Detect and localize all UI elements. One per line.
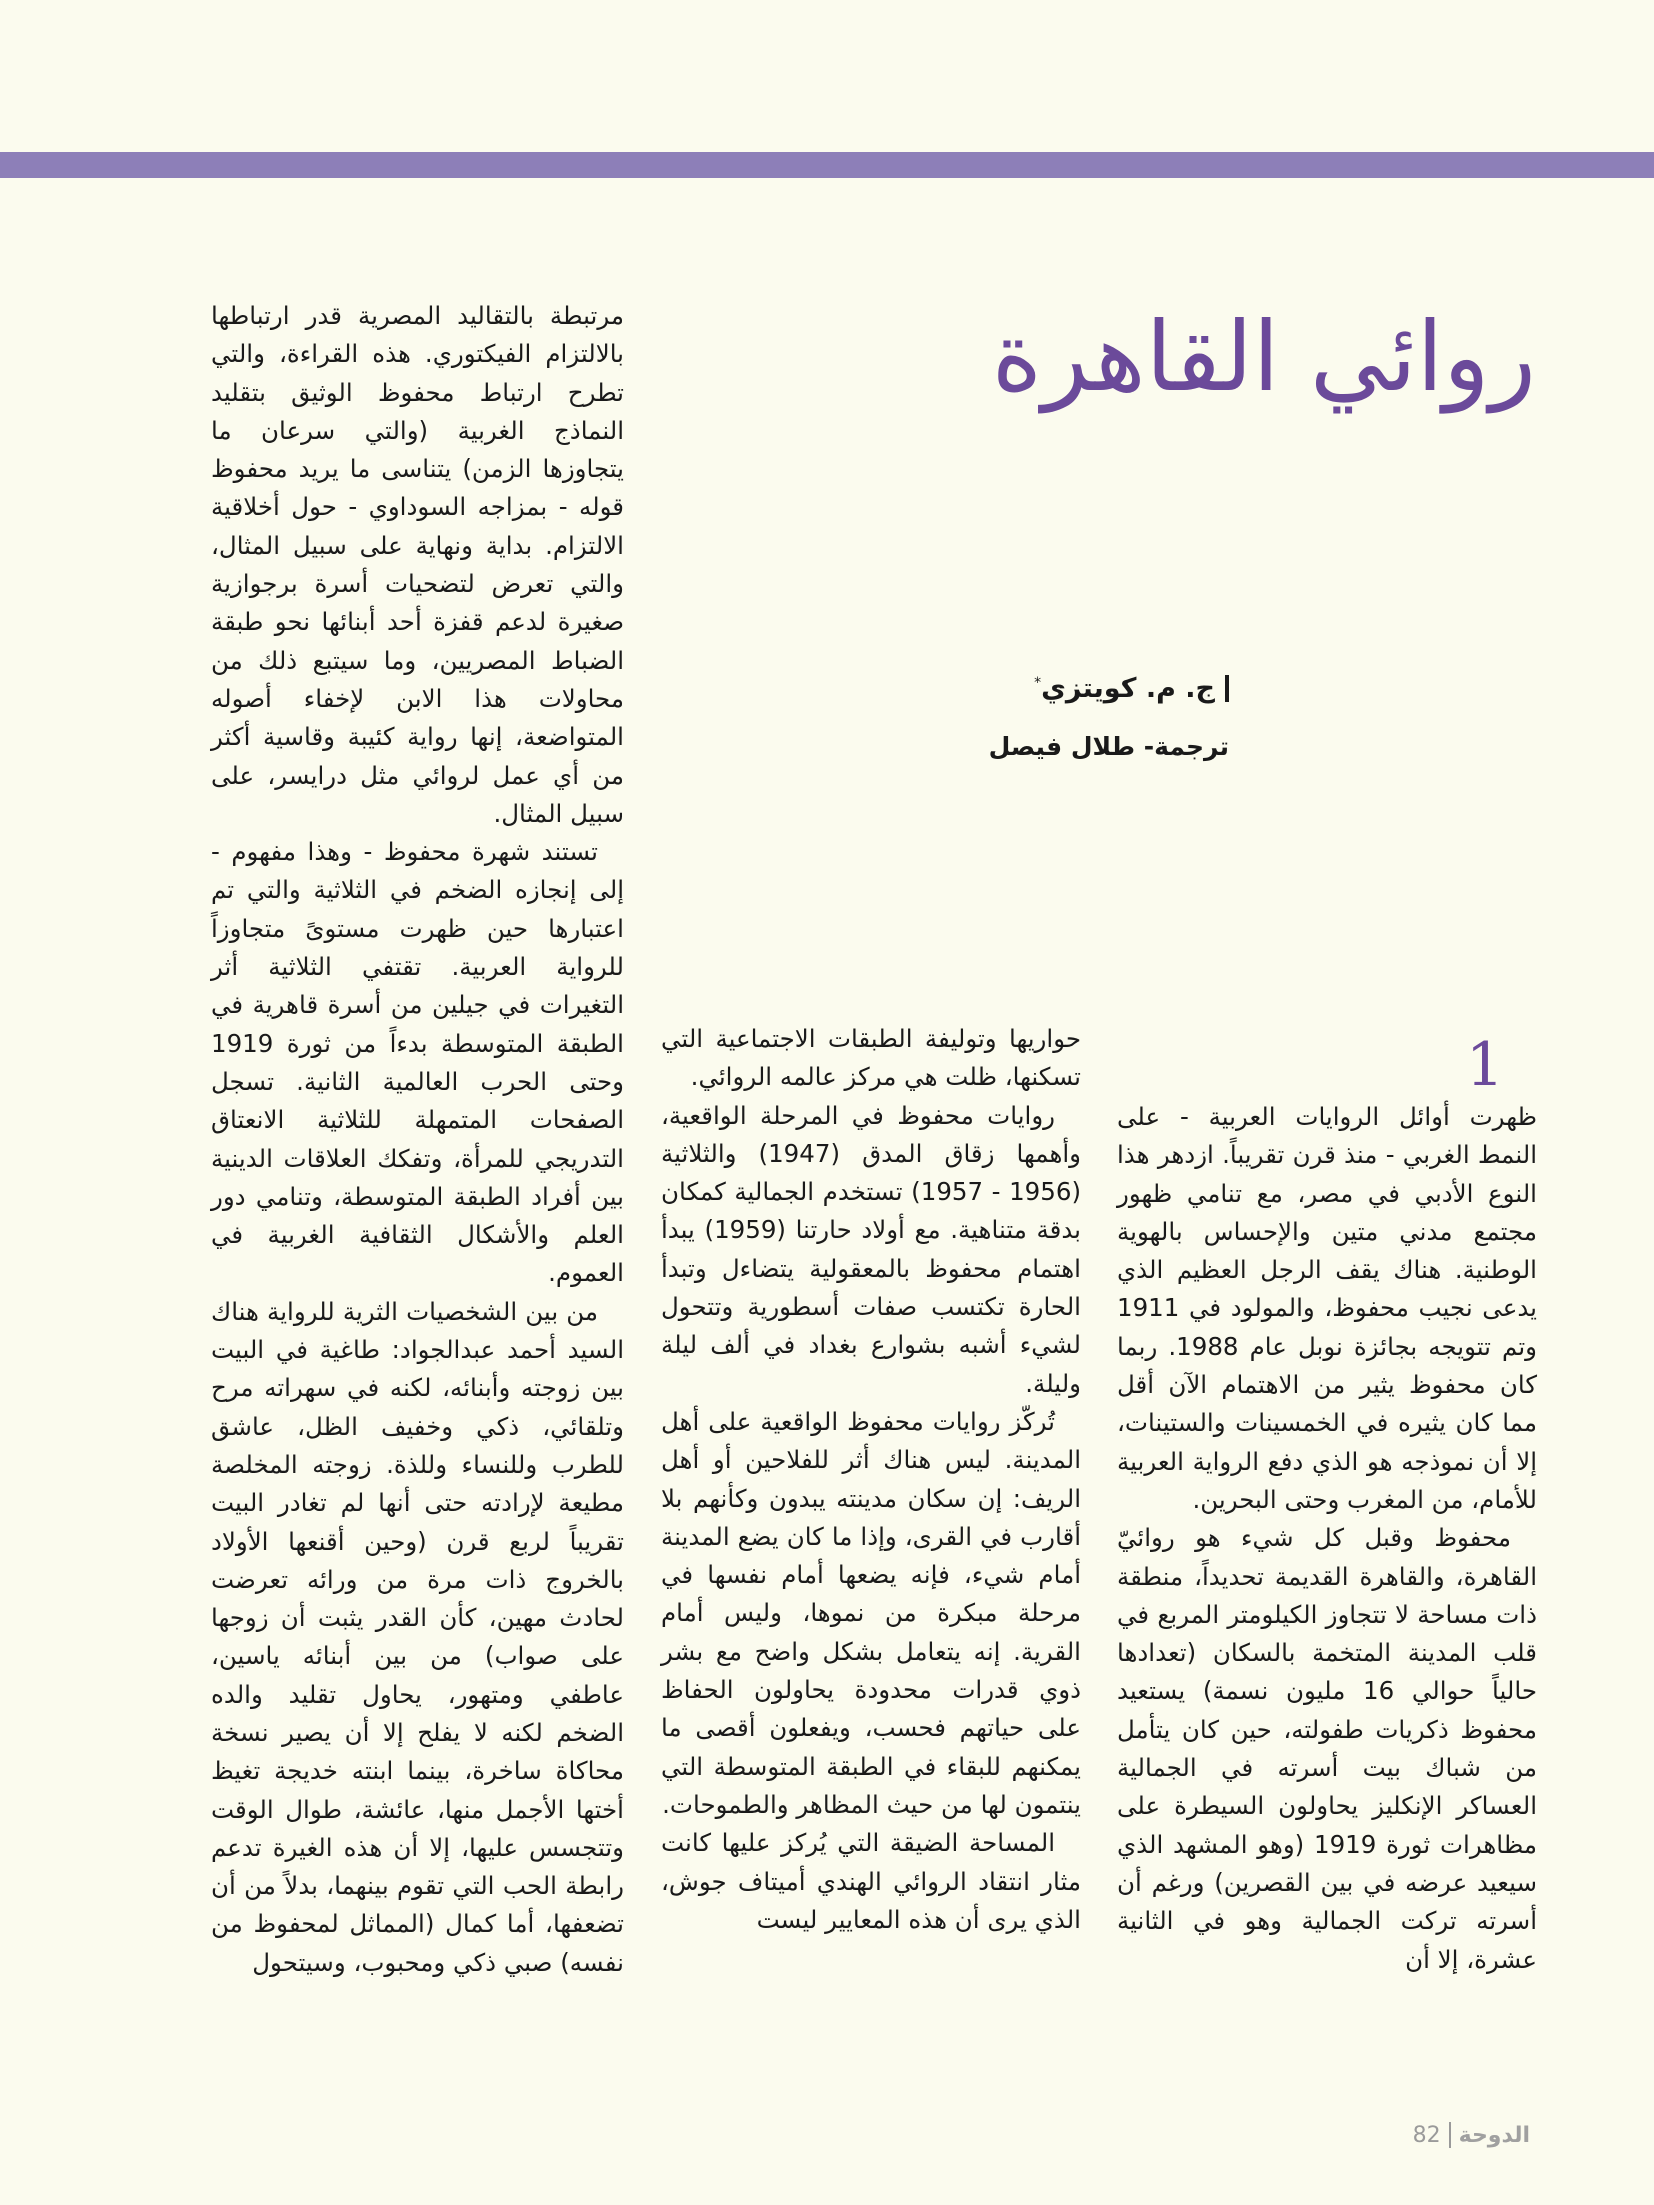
page-footer [1370, 2122, 1530, 2148]
paragraph: تستند شهرة محفوظ - وهذا مفهوم - إلى إنجازه الضخم في الثلاثية والتي تم اعتبارها حين ظهرت مستوىً متجاوزاً للرواية العربية. تقتفي الثلاثية أثر التغيرات في جيلين من أسرة قاهرية في الطبقة المتوسطة بدءاً من ثورة 1919 وحتى الحرب العالمية الثانية. تسجل الصفحات المتمهلة للثلاثية الانعتاق التدريجي للمرأة، وتفكك العلاقات الدينية بين أفراد الطبقة المتوسطة، وتنامي دور العلم والأشكال الثقافية الغربية في العموم. [211, 837, 624, 1288]
page-number: 82 [1412, 2122, 1441, 2148]
paragraph: محفوظ وقبل كل شيء هو روائيّ القاهرة، والقاهرة القديمة تحديداً، منطقة ذات مساحة لا تتجاوز الكيلومتر المربع في قلب المدينة المتخمة بالسكان (تعدادها حالياً حوالي 16 مليون نسمة) يستعيد محفوظ ذكريات طفولته، حين كان يتأمل من شباك بيت أسرته في الجمالية العساكر الإنكليز يحاولون السيطرة على مظاهرات ثورة 1919 (وهو المشهد الذي سيعيد عرضه في بين القصرين) ورغم أن أسرته تركت الجمالية وهو في الثانية عشرة، إلا أن [1117, 1523, 1537, 1974]
author-text: ج. م. كويتزي [1041, 673, 1215, 704]
column-right [1117, 1098, 1537, 1979]
translator-credit: ترجمة- طلال فيصل [988, 732, 1229, 761]
column-left [211, 297, 624, 1982]
footer-divider [1449, 2122, 1451, 2148]
paragraph: ظهرت أوائل الروايات العربية - على النمط الغربي - منذ قرن تقريباً. ازدهر هذا النوع الأدبي في مصر، مع تنامي ظهور مجتمع مدني متين والإحساس بالهوية الوطنية. هناك يقف الرجل العظيم الذي يدعى نجيب محفوظ، والمولود في 1911 وتم تتويجه بجائزة نوبل عام 1988. ربما كان محفوظ يثير من الاهتمام الآن أقل مما كان يثيره في الخمسينات والستينات، إلا أن نموذجه هو الذي دفع الرواية العربية للأمام، من المغرب وحتى البحرين. [1117, 1102, 1537, 1514]
article-title: روائي القاهرة [991, 301, 1536, 413]
paragraph: تُركّز روايات محفوظ الواقعية على أهل المدينة. ليس هناك أثر للفلاحين أو أهل الريف: إن سكان مدينته يبدون وكأنهم بلا أقارب في القرى، وإذا ما كان يضع المدينة أمام شيء، فإنه يضعها أمام نفسها في مرحلة مبكرة من نموها، وليس أمام القرية. إنه يتعامل بشكل واضح مع بشر ذوي قدرات محدودة يحاولون الحفاظ على حياتهم فحسب، ويفعلون أقصى ما يمكنهم للبقاء في الطبقة المتوسطة التي ينتمون لها من حيث المظاهر والطموحات. [661, 1406, 1081, 1819]
paragraph: مرتبطة بالتقاليد المصرية قدر ارتباطها بالالتزام الفيكتوري. هذه القراءة، والتي تطرح ارتباط محفوظ الوثيق بتقليد النماذج الغربية (والتي سرعان ما يتجاوزها الزمن) يتناسى ما يريد محفوظ قوله - بمزاجه السوداوي - حول أخلاقية الالتزام. بداية ونهاية على سبيل المثال، والتي تعرض لتضحيات أسرة برجوازية صغيرة لدعم قفزة أحد أبنائها نحو طبقة الضباط المصريين، وما سيتبع ذلك من محاولات هذا الابن لإخفاء أصوله المتواضعة، إنها رواية كئيبة وقاسية أكثر من أي عمل لروائي مثل درايسر، على سبيل المثال. [211, 301, 624, 828]
byline [729, 675, 1229, 761]
author-footnote-mark: * [1034, 675, 1042, 691]
column-middle [661, 1020, 1081, 1939]
paragraph: المساحة الضيقة التي يُركز عليها كانت مثار انتقاد الروائي الهندي أميتاف جوش، الذي يرى أن هذه المعايير ليست [661, 1828, 1081, 1934]
paragraph: روايات محفوظ في المرحلة الواقعية، وأهمها زقاق المدق (1947) والثلاثية (1956 - 1957) تستخدم الجمالية كمكان بدقة متناهية. مع أولاد حارتنا (1959) يبدأ اهتمام محفوظ بالمعقولية يتضاءل وتبدأ الحارة تكتسب صفات أسطورية وتتحول لشيء أشبه بشوارع بغداد في ألف ليلة وليلة. [661, 1100, 1082, 1398]
top-color-band [0, 152, 1654, 178]
section-number: 1 [1465, 1030, 1504, 1100]
magazine-name: الدوحة [1458, 2122, 1530, 2148]
paragraph: من بين الشخصيات الثرية للرواية هناك السيد أحمد عبدالجواد: طاغية في البيت بين زوجته وأبنائه، لكنه في سهراته مرح وتلقائي، ذكي وخفيف الظل، عاشق للطرب وللنساء وللذة. زوجته المخلصة مطيعة لإرادته حتى أنها لم تغادر البيت تقريباً لربع قرن (وحين أقنعها الأولاد بالخروج ذات مرة من ورائه تعرضت لحادث مهين، كأن القدر يثبت أن زوجها على صواب) من بين أبنائه ياسين، عاطفي ومتهور، يحاول تقليد والده الضخم لكنه لا يفلح إلا أن يصير نسخة محاكاة ساخرة، بينما ابنته خديجة تغيظ أختها الأجمل منها، عائشة، طوال الوقت وتتجسس عليها، إلا أن هذه الغيرة تدعم رابطة الحب التي تقوم بينهما، بدلاً من أن تضعفها، أما كمال (المماثل لمحفوظ من نفسه) صبي ذكي ومحبوب، وسيتحول [211, 1296, 624, 1977]
author-name [1034, 675, 1229, 702]
paragraph: حواريها وتوليفة الطبقات الاجتماعية التي تسكنها، ظلت هي مركز عالمه الروائي. [661, 1024, 1081, 1092]
